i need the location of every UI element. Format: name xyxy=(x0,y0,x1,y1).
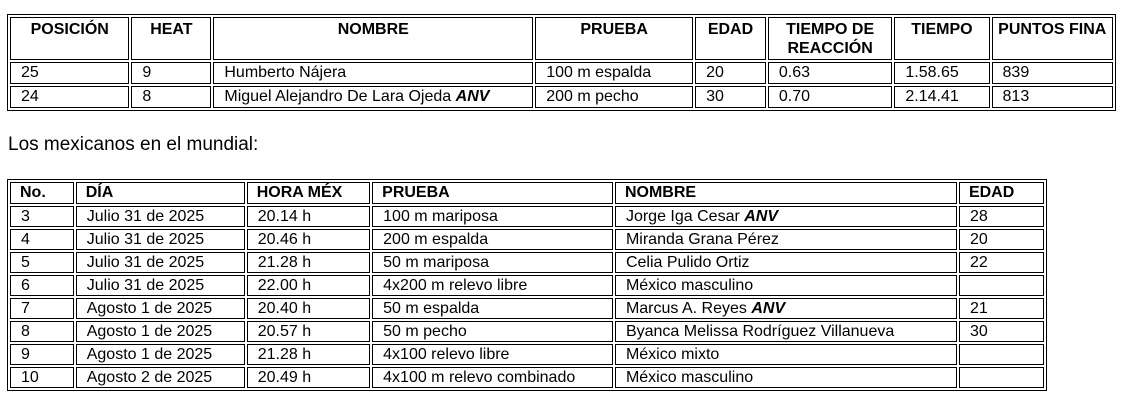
cell-nombre xyxy=(615,367,957,388)
table-row xyxy=(10,86,1113,108)
cell-nombre xyxy=(213,86,533,108)
table-row xyxy=(10,206,1044,227)
header-dia: DÍA xyxy=(76,182,245,204)
header-hora: HORA MÉX xyxy=(247,182,370,204)
cell-edad xyxy=(959,275,1044,296)
cell-edad xyxy=(959,367,1044,388)
cell-hora: 20.14 h xyxy=(247,206,370,227)
swimmer-name: Marcus A. Reyes xyxy=(625,300,747,317)
cell-hora: 20.49 h xyxy=(247,367,370,388)
header-heat: HEAT xyxy=(131,17,211,60)
cell-prueba: 200 m pecho xyxy=(535,86,693,108)
cell-edad: 30 xyxy=(695,86,766,108)
cell-hora: 21.28 h xyxy=(247,252,370,273)
cell-nombre xyxy=(615,229,957,250)
cell-dia: Agosto 1 de 2025 xyxy=(76,321,245,342)
swimmer-name: Celia Pulido Ortiz xyxy=(625,254,750,271)
header-no: No. xyxy=(10,182,74,204)
swimmer-name: Miranda Grana Pérez xyxy=(625,231,779,248)
header-nombre: NOMBRE xyxy=(615,182,957,204)
cell-prueba: 200 m espalda xyxy=(372,229,613,250)
swimmer-name: México masculino xyxy=(625,277,754,294)
cell-hora: 22.00 h xyxy=(247,275,370,296)
cell-dia: Agosto 2 de 2025 xyxy=(76,367,245,388)
table-row xyxy=(10,321,1044,342)
table-row xyxy=(10,252,1044,273)
swimmer-name: México mixto xyxy=(625,346,720,363)
header-edad: EDAD xyxy=(695,17,766,60)
cell-prueba: 100 m espalda xyxy=(535,62,693,84)
cell-prueba: 4x200 m relevo libre xyxy=(372,275,613,296)
intro-paragraph: Los mexicanos en el mundial: xyxy=(8,134,259,155)
cell-no: 10 xyxy=(10,367,74,388)
cell-puntos: 839 xyxy=(992,62,1113,84)
cell-edad: 22 xyxy=(959,252,1044,273)
table-row xyxy=(10,62,1113,84)
table-row xyxy=(10,367,1044,388)
results-table xyxy=(7,14,1116,111)
cell-heat: 8 xyxy=(131,86,211,108)
cell-reaccion: 0.63 xyxy=(768,62,892,84)
header-prueba: PRUEBA xyxy=(372,182,613,204)
schedule-header-row xyxy=(10,182,1044,204)
cell-no: 4 xyxy=(10,229,74,250)
cell-no: 8 xyxy=(10,321,74,342)
cell-posicion: 24 xyxy=(10,86,129,108)
cell-hora: 20.57 h xyxy=(247,321,370,342)
cell-dia: Agosto 1 de 2025 xyxy=(76,298,245,319)
cell-nombre xyxy=(615,298,957,319)
cell-prueba: 50 m espalda xyxy=(372,298,613,319)
cell-nombre xyxy=(615,344,957,365)
cell-no: 3 xyxy=(10,206,74,227)
header-prueba: PRUEBA xyxy=(535,17,693,60)
cell-no: 7 xyxy=(10,298,74,319)
cell-hora: 21.28 h xyxy=(247,344,370,365)
cell-nombre xyxy=(615,275,957,296)
cell-edad: 20 xyxy=(959,229,1044,250)
cell-hora: 20.46 h xyxy=(247,229,370,250)
header-nombre: NOMBRE xyxy=(213,17,533,60)
table-row xyxy=(10,229,1044,250)
cell-puntos: 813 xyxy=(992,86,1113,108)
table-row xyxy=(10,344,1044,365)
cell-heat: 9 xyxy=(131,62,211,84)
header-tiempo-reaccion: TIEMPO DE REACCIÓN xyxy=(768,17,892,60)
header-edad: EDAD xyxy=(959,182,1044,204)
cell-edad: 28 xyxy=(959,206,1044,227)
cell-edad xyxy=(959,344,1044,365)
cell-dia: Julio 31 de 2025 xyxy=(76,252,245,273)
header-posicion: POSICIÓN xyxy=(10,17,129,60)
anv-badge: ANV xyxy=(744,208,779,225)
swimmer-name: Byanca Melissa Rodríguez Villanueva xyxy=(625,323,895,340)
cell-prueba: 4x100 relevo libre xyxy=(372,344,613,365)
cell-no: 9 xyxy=(10,344,74,365)
cell-dia: Julio 31 de 2025 xyxy=(76,229,245,250)
swimmer-name: Jorge Iga Cesar xyxy=(625,208,740,225)
table-row xyxy=(10,275,1044,296)
results-header-row xyxy=(10,17,1113,60)
cell-nombre xyxy=(213,62,533,84)
cell-prueba: 50 m pecho xyxy=(372,321,613,342)
anv-badge: ANV xyxy=(455,88,490,105)
cell-nombre xyxy=(615,252,957,273)
schedule-table xyxy=(7,179,1047,391)
table-row xyxy=(10,298,1044,319)
swimmer-name: México masculino xyxy=(625,369,754,386)
header-puntos-fina: PUNTOS FINA xyxy=(992,17,1113,60)
cell-no: 6 xyxy=(10,275,74,296)
swimmer-name: Humberto Nájera xyxy=(224,64,347,81)
cell-prueba: 100 m mariposa xyxy=(372,206,613,227)
header-tiempo: TIEMPO xyxy=(894,17,989,60)
anv-badge: ANV xyxy=(751,300,786,317)
cell-reaccion: 0.70 xyxy=(768,86,892,108)
cell-no: 5 xyxy=(10,252,74,273)
cell-edad: 30 xyxy=(959,321,1044,342)
cell-dia: Agosto 1 de 2025 xyxy=(76,344,245,365)
cell-dia: Julio 31 de 2025 xyxy=(76,275,245,296)
cell-edad: 20 xyxy=(695,62,766,84)
cell-dia: Julio 31 de 2025 xyxy=(76,206,245,227)
cell-nombre xyxy=(615,321,957,342)
cell-prueba: 4x100 m relevo combinado xyxy=(372,367,613,388)
cell-posicion: 25 xyxy=(10,62,129,84)
swimmer-name: Miguel Alejandro De Lara Ojeda xyxy=(224,88,452,105)
cell-nombre xyxy=(615,206,957,227)
cell-hora: 20.40 h xyxy=(247,298,370,319)
cell-edad: 21 xyxy=(959,298,1044,319)
cell-tiempo: 2.14.41 xyxy=(894,86,989,108)
cell-tiempo: 1.58.65 xyxy=(894,62,989,84)
cell-prueba: 50 m mariposa xyxy=(372,252,613,273)
